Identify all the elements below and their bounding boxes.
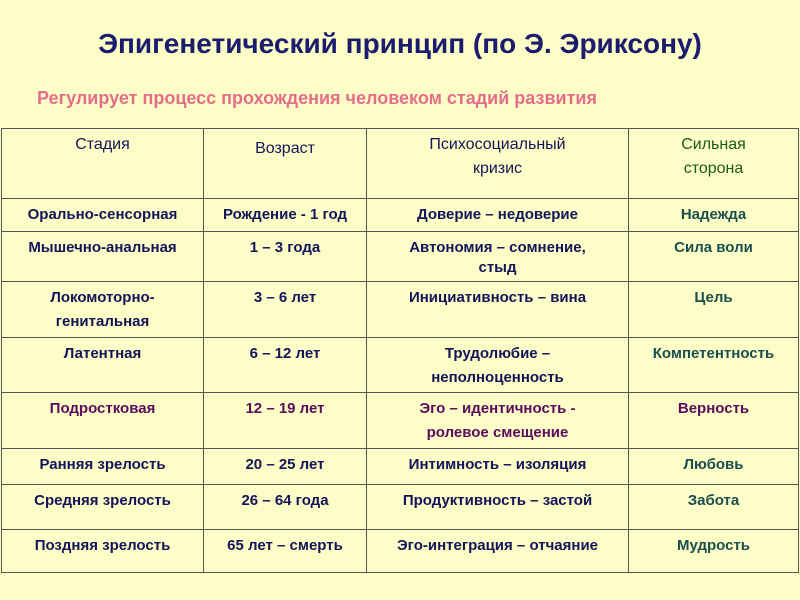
- cell-age: Рождение - 1 год: [204, 199, 367, 232]
- erikson-stages-table: [1, 128, 799, 573]
- cell-strength: Верность: [629, 393, 799, 449]
- cell-crisis: Эго – идентичность - ролевое смещение: [367, 393, 629, 449]
- cell-stage: Средняя зрелость: [2, 485, 204, 530]
- cell-age: 3 – 6 лет: [204, 282, 367, 338]
- cell-stage: Мышечно-анальная: [2, 232, 204, 282]
- cell-strength: Компетентность: [629, 338, 799, 393]
- cell-stage: Локомоторно- генитальная: [2, 282, 204, 338]
- cell-age: 12 – 19 лет: [204, 393, 367, 449]
- table-header-row: [2, 129, 799, 199]
- cell-crisis: Продуктивность – застой: [367, 485, 629, 530]
- cell-stage: Ранняя зрелость: [2, 449, 204, 485]
- cell-strength: Цель: [629, 282, 799, 338]
- cell-crisis: Инициативность – вина: [367, 282, 629, 338]
- table-row: [2, 449, 799, 485]
- cell-crisis: Интимность – изоляция: [367, 449, 629, 485]
- cell-stage: Подростковая: [2, 393, 204, 449]
- table-row: [2, 282, 799, 338]
- cell-age: 20 – 25 лет: [204, 449, 367, 485]
- header-crisis: Психосоциальный кризис: [367, 129, 629, 199]
- cell-strength: Мудрость: [629, 530, 799, 573]
- cell-crisis: Доверие – недоверие: [367, 199, 629, 232]
- cell-age: 6 – 12 лет: [204, 338, 367, 393]
- cell-strength: Сила воли: [629, 232, 799, 282]
- cell-crisis: Эго-интеграция – отчаяние: [367, 530, 629, 573]
- cell-age: 1 – 3 года: [204, 232, 367, 282]
- cell-stage: Поздняя зрелость: [2, 530, 204, 573]
- table-row: [2, 232, 799, 282]
- header-strength: Сильная сторона: [629, 129, 799, 199]
- cell-stage: Латентная: [2, 338, 204, 393]
- slide-subtitle: Регулирует процесс прохождения человеком стадий развития: [37, 88, 597, 108]
- cell-strength: Надежда: [629, 199, 799, 232]
- table-row: [2, 530, 799, 573]
- cell-strength: Любовь: [629, 449, 799, 485]
- header-age: Возраст: [204, 129, 367, 199]
- table-row: [2, 393, 799, 449]
- cell-age: 26 – 64 года: [204, 485, 367, 530]
- cell-age: 65 лет – смерть: [204, 530, 367, 573]
- header-stage: Стадия: [2, 129, 204, 199]
- slide-title: Эпигенетический принцип (по Э. Эриксону): [98, 28, 702, 59]
- table-row: [2, 199, 799, 232]
- table-row: [2, 338, 799, 393]
- cell-strength: Забота: [629, 485, 799, 530]
- cell-crisis: Трудолюбие – неполноценность: [367, 338, 629, 393]
- cell-crisis: Автономия – сомнение, стыд: [367, 232, 629, 282]
- cell-stage: Орально-сенсорная: [2, 199, 204, 232]
- table-row: [2, 485, 799, 530]
